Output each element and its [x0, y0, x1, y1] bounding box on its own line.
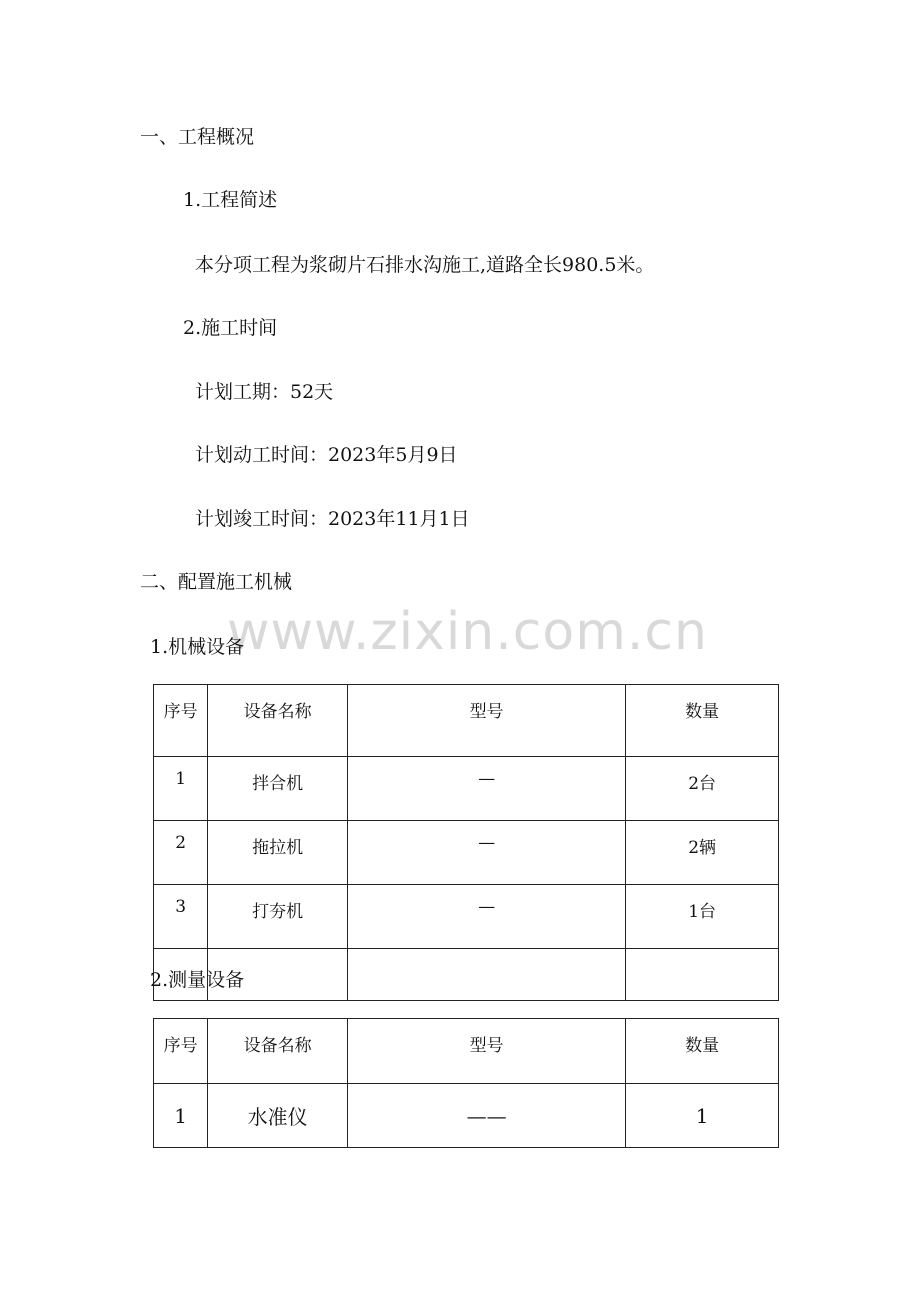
- header-cell-quantity: 数量: [626, 1019, 779, 1084]
- table-row: [154, 1084, 779, 1148]
- subheading-project-summary: 1.工程简述: [183, 189, 278, 211]
- header-cell-index: 序号: [154, 685, 208, 757]
- table-cell: 打夯机: [208, 885, 348, 949]
- header-cell-index: 序号: [154, 1019, 208, 1084]
- table-cell: 1: [154, 1084, 208, 1148]
- table-row: [154, 885, 779, 949]
- table-cell: —: [347, 821, 625, 885]
- table-cell: 1: [626, 1084, 779, 1148]
- table-cell: —: [347, 757, 625, 821]
- table-header-row: [154, 1019, 779, 1084]
- table-cell: 1: [154, 757, 208, 821]
- table-header-row: [154, 685, 779, 757]
- header-cell-model: 型号: [347, 685, 625, 757]
- planned-completion-date: 计划竣工时间：2023年11月1日: [195, 508, 470, 530]
- table-cell: 水准仪: [208, 1084, 348, 1148]
- header-cell-quantity: 数量: [626, 685, 779, 757]
- table-cell: 拖拉机: [208, 821, 348, 885]
- table-cell: 3: [154, 885, 208, 949]
- header-cell-model: 型号: [347, 1019, 625, 1084]
- planned-start-date: 计划动工时间：2023年5月9日: [195, 444, 458, 466]
- table-cell: [626, 949, 779, 1001]
- machinery-table: [153, 684, 779, 1001]
- subheading-machinery: 1.机械设备: [150, 636, 245, 658]
- table-cell: 1台: [626, 885, 779, 949]
- project-summary-text: 本分项工程为浆砌片石排水沟施工,道路全长980.5米。: [195, 254, 655, 276]
- table-cell: [347, 949, 625, 1001]
- subheading-survey-equipment: 2.测量设备: [150, 969, 245, 991]
- subheading-construction-time: 2.施工时间: [183, 317, 278, 339]
- table-cell: —: [347, 885, 625, 949]
- table-row: [154, 757, 779, 821]
- header-cell-name: 设备名称: [208, 1019, 348, 1084]
- table-cell: 2辆: [626, 821, 779, 885]
- section-heading-overview: 一、工程概况: [140, 126, 255, 148]
- table-cell: 2台: [626, 757, 779, 821]
- table-cell: ——: [347, 1084, 625, 1148]
- table-row-empty: [154, 949, 779, 1001]
- section-heading-machinery-config: 二、配置施工机械: [140, 571, 293, 593]
- watermark: www.zixin.com.cn: [227, 602, 708, 662]
- table-cell: 拌合机: [208, 757, 348, 821]
- planned-duration: 计划工期：52天: [195, 381, 334, 403]
- table-row: [154, 821, 779, 885]
- survey-equipment-table: [153, 1018, 779, 1148]
- header-cell-name: 设备名称: [208, 685, 348, 757]
- table-cell: 2: [154, 821, 208, 885]
